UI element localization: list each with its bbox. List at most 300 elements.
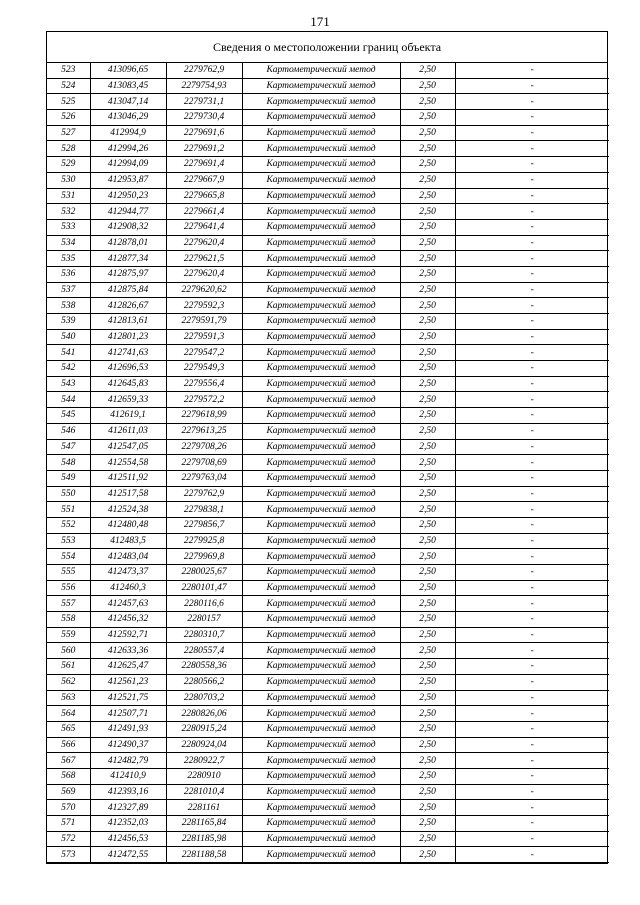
accuracy-cell: 2,50 xyxy=(400,659,455,675)
point-number-cell: 557 xyxy=(47,596,90,612)
method-cell: Картометрический метод xyxy=(242,345,400,361)
y-coordinate-cell: 2280915,24 xyxy=(166,721,242,737)
accuracy-cell: 2,50 xyxy=(400,423,455,439)
x-coordinate-cell: 412547,05 xyxy=(90,439,166,455)
method-cell: Картометрический метод xyxy=(242,94,400,110)
accuracy-cell: 2,50 xyxy=(400,753,455,769)
description-cell: - xyxy=(455,110,609,126)
y-coordinate-cell: 2279620,62 xyxy=(166,282,242,298)
y-coordinate-cell: 2279691,4 xyxy=(166,157,242,173)
table-title: Сведения о местоположении границ объекта xyxy=(47,32,607,63)
point-number-cell: 534 xyxy=(47,235,90,251)
x-coordinate-cell: 412994,26 xyxy=(90,141,166,157)
table-row xyxy=(47,329,609,345)
method-cell: Картометрический метод xyxy=(242,470,400,486)
x-coordinate-cell: 412878,01 xyxy=(90,235,166,251)
x-coordinate-cell: 412507,71 xyxy=(90,706,166,722)
accuracy-cell: 2,50 xyxy=(400,110,455,126)
y-coordinate-cell: 2279731,1 xyxy=(166,94,242,110)
description-cell: - xyxy=(455,643,609,659)
table-row xyxy=(47,612,609,628)
method-cell: Картометрический метод xyxy=(242,831,400,847)
accuracy-cell: 2,50 xyxy=(400,345,455,361)
x-coordinate-cell: 412456,53 xyxy=(90,831,166,847)
y-coordinate-cell: 2280116,6 xyxy=(166,596,242,612)
accuracy-cell: 2,50 xyxy=(400,517,455,533)
point-number-cell: 552 xyxy=(47,517,90,533)
method-cell: Картометрический метод xyxy=(242,63,400,78)
y-coordinate-cell: 2281161 xyxy=(166,800,242,816)
description-cell: - xyxy=(455,157,609,173)
x-coordinate-cell: 412953,87 xyxy=(90,172,166,188)
description-cell: - xyxy=(455,125,609,141)
y-coordinate-cell: 2279856,7 xyxy=(166,517,242,533)
table-row xyxy=(47,580,609,596)
description-cell: - xyxy=(455,502,609,518)
accuracy-cell: 2,50 xyxy=(400,314,455,330)
y-coordinate-cell: 2279763,04 xyxy=(166,470,242,486)
accuracy-cell: 2,50 xyxy=(400,596,455,612)
x-coordinate-cell: 412524,38 xyxy=(90,502,166,518)
accuracy-cell: 2,50 xyxy=(400,737,455,753)
accuracy-cell: 2,50 xyxy=(400,251,455,267)
x-coordinate-cell: 412875,97 xyxy=(90,266,166,282)
x-coordinate-cell: 413046,29 xyxy=(90,110,166,126)
accuracy-cell: 2,50 xyxy=(400,627,455,643)
y-coordinate-cell: 2279661,4 xyxy=(166,204,242,220)
boundary-table-frame xyxy=(46,31,608,864)
x-coordinate-cell: 412875,84 xyxy=(90,282,166,298)
x-coordinate-cell: 412511,92 xyxy=(90,470,166,486)
y-coordinate-cell: 2279549,3 xyxy=(166,361,242,377)
method-cell: Картометрический метод xyxy=(242,816,400,832)
point-number-cell: 570 xyxy=(47,800,90,816)
method-cell: Картометрический метод xyxy=(242,141,400,157)
description-cell: - xyxy=(455,78,609,94)
table-row xyxy=(47,251,609,267)
method-cell: Картометрический метод xyxy=(242,408,400,424)
x-coordinate-cell: 412352,03 xyxy=(90,816,166,832)
y-coordinate-cell: 2279667,9 xyxy=(166,172,242,188)
method-cell: Картометрический метод xyxy=(242,643,400,659)
point-number-cell: 554 xyxy=(47,549,90,565)
table-row xyxy=(47,408,609,424)
accuracy-cell: 2,50 xyxy=(400,157,455,173)
y-coordinate-cell: 2280910 xyxy=(166,768,242,784)
point-number-cell: 555 xyxy=(47,565,90,581)
point-number-cell: 569 xyxy=(47,784,90,800)
table-row xyxy=(47,831,609,847)
x-coordinate-cell: 412619,1 xyxy=(90,408,166,424)
x-coordinate-cell: 412994,9 xyxy=(90,125,166,141)
x-coordinate-cell: 412490,37 xyxy=(90,737,166,753)
description-cell: - xyxy=(455,659,609,675)
x-coordinate-cell: 412645,83 xyxy=(90,376,166,392)
point-number-cell: 571 xyxy=(47,816,90,832)
accuracy-cell: 2,50 xyxy=(400,784,455,800)
y-coordinate-cell: 2279754,93 xyxy=(166,78,242,94)
description-cell: - xyxy=(455,486,609,502)
table-row xyxy=(47,800,609,816)
accuracy-cell: 2,50 xyxy=(400,580,455,596)
accuracy-cell: 2,50 xyxy=(400,502,455,518)
y-coordinate-cell: 2279620,4 xyxy=(166,266,242,282)
x-coordinate-cell: 412696,53 xyxy=(90,361,166,377)
method-cell: Картометрический метод xyxy=(242,188,400,204)
accuracy-cell: 2,50 xyxy=(400,768,455,784)
method-cell: Картометрический метод xyxy=(242,298,400,314)
y-coordinate-cell: 2279572,2 xyxy=(166,392,242,408)
table-row xyxy=(47,768,609,784)
y-coordinate-cell: 2280566,2 xyxy=(166,674,242,690)
point-number-cell: 550 xyxy=(47,486,90,502)
description-cell: - xyxy=(455,172,609,188)
y-coordinate-cell: 2279969,8 xyxy=(166,549,242,565)
accuracy-cell: 2,50 xyxy=(400,831,455,847)
accuracy-cell: 2,50 xyxy=(400,376,455,392)
description-cell: - xyxy=(455,141,609,157)
method-cell: Картометрический метод xyxy=(242,392,400,408)
accuracy-cell: 2,50 xyxy=(400,643,455,659)
description-cell: - xyxy=(455,596,609,612)
point-number-cell: 536 xyxy=(47,266,90,282)
description-cell: - xyxy=(455,674,609,690)
method-cell: Картометрический метод xyxy=(242,612,400,628)
x-coordinate-cell: 412517,58 xyxy=(90,486,166,502)
method-cell: Картометрический метод xyxy=(242,204,400,220)
point-number-cell: 530 xyxy=(47,172,90,188)
point-number-cell: 548 xyxy=(47,455,90,471)
accuracy-cell: 2,50 xyxy=(400,533,455,549)
accuracy-cell: 2,50 xyxy=(400,408,455,424)
y-coordinate-cell: 2280922,7 xyxy=(166,753,242,769)
accuracy-cell: 2,50 xyxy=(400,706,455,722)
description-cell: - xyxy=(455,423,609,439)
point-number-cell: 537 xyxy=(47,282,90,298)
x-coordinate-cell: 412491,93 xyxy=(90,721,166,737)
table-row xyxy=(47,470,609,486)
x-coordinate-cell: 412482,79 xyxy=(90,753,166,769)
description-cell: - xyxy=(455,549,609,565)
accuracy-cell: 2,50 xyxy=(400,361,455,377)
x-coordinate-cell: 412659,33 xyxy=(90,392,166,408)
table-row xyxy=(47,376,609,392)
table-row xyxy=(47,392,609,408)
x-coordinate-cell: 412561,23 xyxy=(90,674,166,690)
method-cell: Картометрический метод xyxy=(242,737,400,753)
table-row xyxy=(47,157,609,173)
description-cell: - xyxy=(455,517,609,533)
x-coordinate-cell: 412521,75 xyxy=(90,690,166,706)
description-cell: - xyxy=(455,831,609,847)
method-cell: Картометрический метод xyxy=(242,361,400,377)
y-coordinate-cell: 2279547,2 xyxy=(166,345,242,361)
method-cell: Картометрический метод xyxy=(242,486,400,502)
method-cell: Картометрический метод xyxy=(242,784,400,800)
method-cell: Картометрический метод xyxy=(242,314,400,330)
table-row xyxy=(47,204,609,220)
accuracy-cell: 2,50 xyxy=(400,439,455,455)
point-number-cell: 567 xyxy=(47,753,90,769)
accuracy-cell: 2,50 xyxy=(400,549,455,565)
y-coordinate-cell: 2281188,58 xyxy=(166,847,242,863)
accuracy-cell: 2,50 xyxy=(400,172,455,188)
x-coordinate-cell: 412393,16 xyxy=(90,784,166,800)
y-coordinate-cell: 2279591,79 xyxy=(166,314,242,330)
point-number-cell: 556 xyxy=(47,580,90,596)
method-cell: Картометрический метод xyxy=(242,533,400,549)
point-number-cell: 523 xyxy=(47,63,90,78)
accuracy-cell: 2,50 xyxy=(400,470,455,486)
x-coordinate-cell: 412877,34 xyxy=(90,251,166,267)
y-coordinate-cell: 2279621,5 xyxy=(166,251,242,267)
description-cell: - xyxy=(455,376,609,392)
accuracy-cell: 2,50 xyxy=(400,847,455,863)
x-coordinate-cell: 412950,23 xyxy=(90,188,166,204)
point-number-cell: 545 xyxy=(47,408,90,424)
method-cell: Картометрический метод xyxy=(242,549,400,565)
accuracy-cell: 2,50 xyxy=(400,94,455,110)
point-number-cell: 525 xyxy=(47,94,90,110)
x-coordinate-cell: 412483,04 xyxy=(90,549,166,565)
method-cell: Картометрический метод xyxy=(242,235,400,251)
table-row xyxy=(47,188,609,204)
x-coordinate-cell: 412741,63 xyxy=(90,345,166,361)
point-number-cell: 551 xyxy=(47,502,90,518)
table-row xyxy=(47,533,609,549)
accuracy-cell: 2,50 xyxy=(400,816,455,832)
point-number-cell: 546 xyxy=(47,423,90,439)
y-coordinate-cell: 2279556,4 xyxy=(166,376,242,392)
method-cell: Картометрический метод xyxy=(242,674,400,690)
table-row xyxy=(47,502,609,518)
x-coordinate-cell: 412456,32 xyxy=(90,612,166,628)
table-row xyxy=(47,314,609,330)
description-cell: - xyxy=(455,753,609,769)
point-number-cell: 553 xyxy=(47,533,90,549)
table-row xyxy=(47,455,609,471)
accuracy-cell: 2,50 xyxy=(400,392,455,408)
x-coordinate-cell: 412908,32 xyxy=(90,219,166,235)
method-cell: Картометрический метод xyxy=(242,266,400,282)
point-number-cell: 559 xyxy=(47,627,90,643)
description-cell: - xyxy=(455,282,609,298)
description-cell: - xyxy=(455,847,609,863)
description-cell: - xyxy=(455,737,609,753)
description-cell: - xyxy=(455,408,609,424)
table-row xyxy=(47,345,609,361)
description-cell: - xyxy=(455,768,609,784)
y-coordinate-cell: 2280703,2 xyxy=(166,690,242,706)
point-number-cell: 563 xyxy=(47,690,90,706)
description-cell: - xyxy=(455,565,609,581)
point-number-cell: 565 xyxy=(47,721,90,737)
x-coordinate-cell: 412472,55 xyxy=(90,847,166,863)
method-cell: Картометрический метод xyxy=(242,565,400,581)
y-coordinate-cell: 2280025,67 xyxy=(166,565,242,581)
table-row xyxy=(47,549,609,565)
table-row xyxy=(47,125,609,141)
description-cell: - xyxy=(455,251,609,267)
method-cell: Картометрический метод xyxy=(242,580,400,596)
table-row xyxy=(47,172,609,188)
description-cell: - xyxy=(455,455,609,471)
description-cell: - xyxy=(455,361,609,377)
description-cell: - xyxy=(455,204,609,220)
table-row xyxy=(47,706,609,722)
y-coordinate-cell: 2279618,99 xyxy=(166,408,242,424)
point-number-cell: 526 xyxy=(47,110,90,126)
point-number-cell: 531 xyxy=(47,188,90,204)
table-row xyxy=(47,94,609,110)
y-coordinate-cell: 2279620,4 xyxy=(166,235,242,251)
method-cell: Картометрический метод xyxy=(242,659,400,675)
point-number-cell: 558 xyxy=(47,612,90,628)
method-cell: Картометрический метод xyxy=(242,753,400,769)
description-cell: - xyxy=(455,439,609,455)
x-coordinate-cell: 412480,48 xyxy=(90,517,166,533)
method-cell: Картометрический метод xyxy=(242,690,400,706)
point-number-cell: 547 xyxy=(47,439,90,455)
table-row xyxy=(47,565,609,581)
point-number-cell: 566 xyxy=(47,737,90,753)
accuracy-cell: 2,50 xyxy=(400,565,455,581)
accuracy-cell: 2,50 xyxy=(400,329,455,345)
x-coordinate-cell: 413047,14 xyxy=(90,94,166,110)
page-number: 171 xyxy=(310,14,330,29)
point-number-cell: 544 xyxy=(47,392,90,408)
method-cell: Картометрический метод xyxy=(242,439,400,455)
table-row xyxy=(47,659,609,675)
table-row xyxy=(47,78,609,94)
table-row xyxy=(47,753,609,769)
y-coordinate-cell: 2279691,2 xyxy=(166,141,242,157)
y-coordinate-cell: 2279762,9 xyxy=(166,486,242,502)
description-cell: - xyxy=(455,219,609,235)
y-coordinate-cell: 2281185,98 xyxy=(166,831,242,847)
accuracy-cell: 2,50 xyxy=(400,674,455,690)
table-row xyxy=(47,674,609,690)
description-cell: - xyxy=(455,816,609,832)
description-cell: - xyxy=(455,94,609,110)
description-cell: - xyxy=(455,314,609,330)
table-row xyxy=(47,266,609,282)
y-coordinate-cell: 2281010,4 xyxy=(166,784,242,800)
x-coordinate-cell: 412994,09 xyxy=(90,157,166,173)
point-number-cell: 573 xyxy=(47,847,90,863)
x-coordinate-cell: 412483,5 xyxy=(90,533,166,549)
accuracy-cell: 2,50 xyxy=(400,690,455,706)
method-cell: Картометрический метод xyxy=(242,706,400,722)
x-coordinate-cell: 412633,36 xyxy=(90,643,166,659)
method-cell: Картометрический метод xyxy=(242,455,400,471)
description-cell: - xyxy=(455,63,609,78)
accuracy-cell: 2,50 xyxy=(400,298,455,314)
table-row xyxy=(47,596,609,612)
x-coordinate-cell: 412410,9 xyxy=(90,768,166,784)
table-row xyxy=(47,721,609,737)
accuracy-cell: 2,50 xyxy=(400,125,455,141)
method-cell: Картометрический метод xyxy=(242,423,400,439)
table-row xyxy=(47,627,609,643)
y-coordinate-cell: 2279641,4 xyxy=(166,219,242,235)
x-coordinate-cell: 412460,3 xyxy=(90,580,166,596)
point-number-cell: 572 xyxy=(47,831,90,847)
accuracy-cell: 2,50 xyxy=(400,612,455,628)
point-number-cell: 533 xyxy=(47,219,90,235)
method-cell: Картометрический метод xyxy=(242,721,400,737)
y-coordinate-cell: 2280924,04 xyxy=(166,737,242,753)
point-number-cell: 528 xyxy=(47,141,90,157)
accuracy-cell: 2,50 xyxy=(400,486,455,502)
table-row xyxy=(47,784,609,800)
method-cell: Картометрический метод xyxy=(242,502,400,518)
method-cell: Картометрический метод xyxy=(242,768,400,784)
description-cell: - xyxy=(455,706,609,722)
table-row xyxy=(47,298,609,314)
y-coordinate-cell: 2280557,4 xyxy=(166,643,242,659)
point-number-cell: 527 xyxy=(47,125,90,141)
description-cell: - xyxy=(455,470,609,486)
point-number-cell: 541 xyxy=(47,345,90,361)
accuracy-cell: 2,50 xyxy=(400,204,455,220)
y-coordinate-cell: 2279691,6 xyxy=(166,125,242,141)
table-row xyxy=(47,282,609,298)
point-number-cell: 532 xyxy=(47,204,90,220)
table-row xyxy=(47,847,609,863)
x-coordinate-cell: 412826,67 xyxy=(90,298,166,314)
y-coordinate-cell: 2279838,1 xyxy=(166,502,242,518)
x-coordinate-cell: 412944,77 xyxy=(90,204,166,220)
description-cell: - xyxy=(455,533,609,549)
method-cell: Картометрический метод xyxy=(242,219,400,235)
x-coordinate-cell: 412611,03 xyxy=(90,423,166,439)
y-coordinate-cell: 2279730,4 xyxy=(166,110,242,126)
method-cell: Картометрический метод xyxy=(242,800,400,816)
point-number-cell: 542 xyxy=(47,361,90,377)
y-coordinate-cell: 2279592,3 xyxy=(166,298,242,314)
x-coordinate-cell: 412801,23 xyxy=(90,329,166,345)
y-coordinate-cell: 2280826,06 xyxy=(166,706,242,722)
method-cell: Картометрический метод xyxy=(242,157,400,173)
x-coordinate-cell: 412457,63 xyxy=(90,596,166,612)
method-cell: Картометрический метод xyxy=(242,110,400,126)
description-cell: - xyxy=(455,392,609,408)
table-row xyxy=(47,110,609,126)
y-coordinate-cell: 2279708,26 xyxy=(166,439,242,455)
method-cell: Картометрический метод xyxy=(242,627,400,643)
method-cell: Картометрический метод xyxy=(242,847,400,863)
point-number-cell: 561 xyxy=(47,659,90,675)
x-coordinate-cell: 412592,71 xyxy=(90,627,166,643)
point-number-cell: 524 xyxy=(47,78,90,94)
description-cell: - xyxy=(455,345,609,361)
description-cell: - xyxy=(455,784,609,800)
y-coordinate-cell: 2281165,84 xyxy=(166,816,242,832)
description-cell: - xyxy=(455,329,609,345)
accuracy-cell: 2,50 xyxy=(400,282,455,298)
method-cell: Картометрический метод xyxy=(242,282,400,298)
point-number-cell: 564 xyxy=(47,706,90,722)
method-cell: Картометрический метод xyxy=(242,172,400,188)
y-coordinate-cell: 2279591,3 xyxy=(166,329,242,345)
point-number-cell: 535 xyxy=(47,251,90,267)
description-cell: - xyxy=(455,690,609,706)
method-cell: Картометрический метод xyxy=(242,78,400,94)
accuracy-cell: 2,50 xyxy=(400,721,455,737)
accuracy-cell: 2,50 xyxy=(400,235,455,251)
point-number-cell: 540 xyxy=(47,329,90,345)
